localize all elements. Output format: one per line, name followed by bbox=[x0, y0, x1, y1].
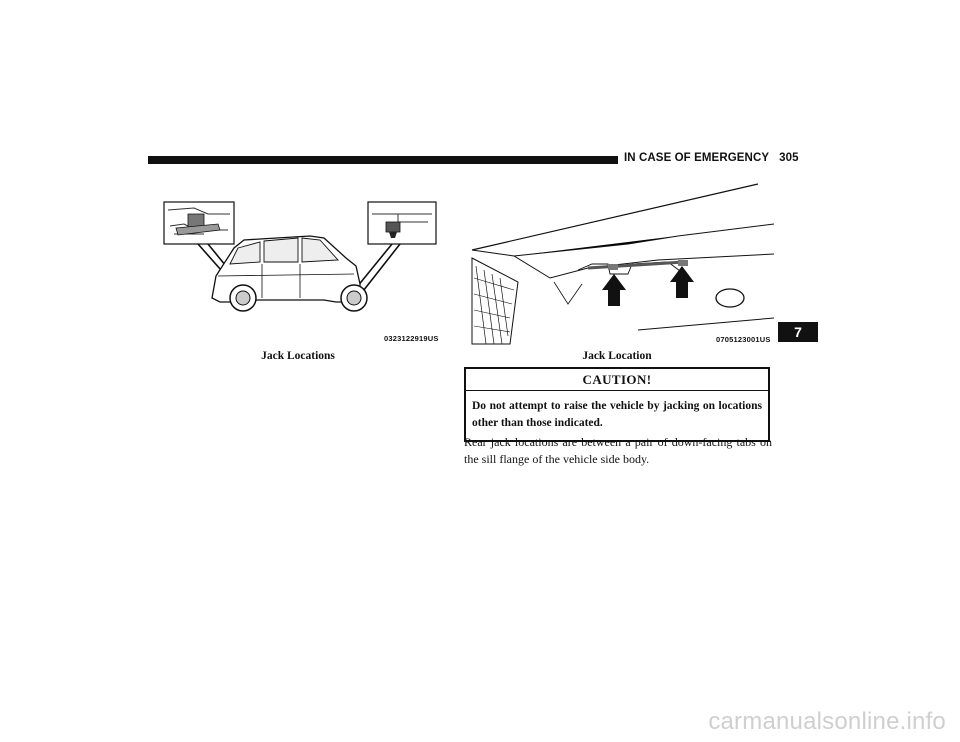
body-paragraph: Rear jack locations are between a pair of down-facing tabs on the sill flange of the vehicle side body. bbox=[464, 435, 772, 466]
figure-code: 0323122919US bbox=[384, 334, 439, 343]
section-title: IN CASE OF EMERGENCY bbox=[624, 152, 770, 164]
figure-caption-left: Jack Locations bbox=[261, 350, 335, 362]
running-header bbox=[624, 152, 799, 164]
van-illustration bbox=[148, 180, 448, 346]
caution-box bbox=[464, 367, 770, 442]
page-number: 305 bbox=[779, 152, 799, 164]
figure-code: 0705123001US bbox=[716, 335, 771, 344]
caution-text: Do not attempt to raise the vehicle by jacking on locations other than those indicated. bbox=[472, 400, 762, 429]
figure-jack-location bbox=[458, 178, 776, 346]
header-rule bbox=[148, 156, 618, 164]
figure-jack-locations bbox=[148, 180, 448, 346]
watermark: carmanualsonline.info bbox=[708, 708, 946, 735]
section-tab: 7 bbox=[778, 322, 818, 342]
figure-caption-right: Jack Location bbox=[582, 350, 652, 362]
sill-illustration bbox=[458, 178, 776, 346]
caution-title: CAUTION! bbox=[466, 369, 768, 391]
